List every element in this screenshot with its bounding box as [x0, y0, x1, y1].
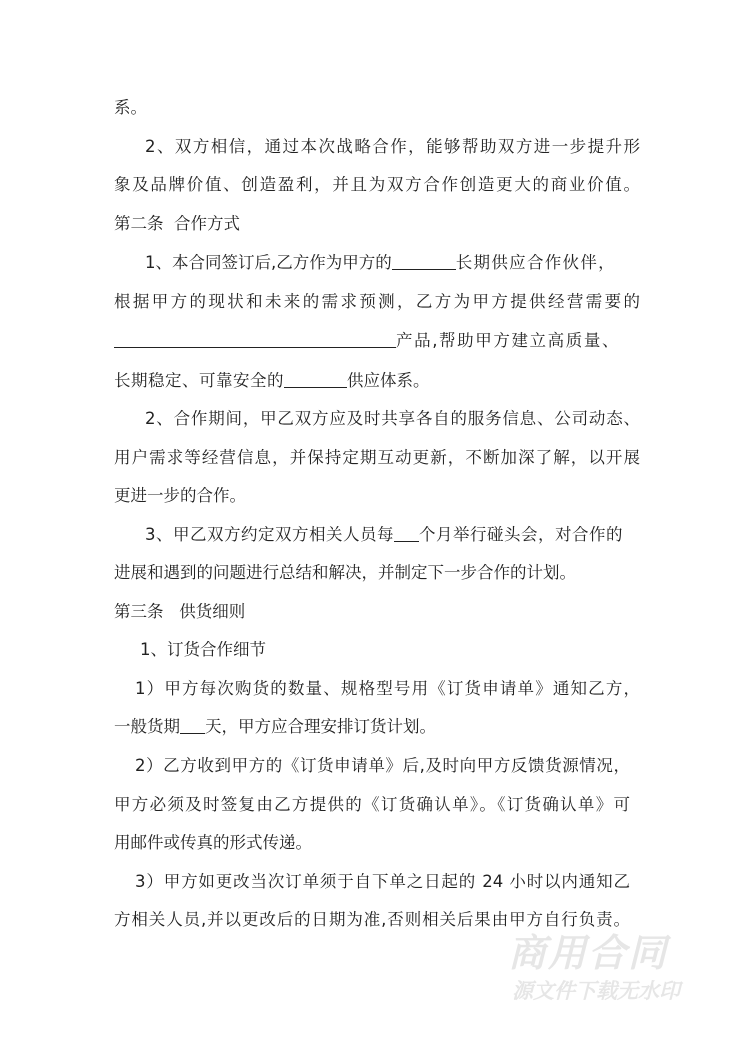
paragraph-line: 2、合作期间，甲乙双方应及时共享各自的服务信息、公司动态、	[145, 409, 640, 428]
paragraph-line: 3）甲方如更改当次订单须于自下单之日起的 24 小时以内通知乙	[135, 872, 630, 891]
paragraph-line	[114, 369, 640, 393]
fill-in-blank[interactable]	[180, 715, 205, 734]
fill-in-blank[interactable]	[284, 369, 347, 388]
paragraph-line	[145, 251, 640, 275]
fill-in-blank[interactable]	[114, 329, 396, 348]
paragraph-line: 用户需求等经营信息，并保持定期互动更新，不断加深了解，以开展	[114, 448, 640, 467]
paragraph-line: 象及品牌价值、创造盈利，并且为双方合作创造更大的商业价值。	[114, 175, 640, 194]
paragraph-line: 甲方必须及时签复由乙方提供的《订货确认单》。《订货确认单》可	[114, 795, 630, 814]
paragraph-line: 1）甲方每次购货的数量、规格型号用《订货申请单》通知乙方，	[135, 679, 640, 698]
paragraph-line	[145, 523, 640, 547]
paragraph-line	[114, 715, 640, 739]
fill-in-blank[interactable]	[392, 251, 456, 270]
text: 个月举行碰头会，对合作的	[419, 525, 623, 544]
paragraph-line: 系。	[114, 98, 147, 117]
text: 产品,帮助甲方建立高质量、	[396, 331, 621, 350]
fill-in-blank[interactable]	[394, 523, 419, 542]
text: 天，甲方应合理安排订货计划。	[205, 717, 436, 736]
text: 一般货期	[114, 717, 180, 736]
watermark-title: 商用合同	[508, 931, 669, 975]
paragraph-line	[114, 329, 640, 353]
paragraph-line: 更进一步的合作。	[114, 486, 246, 505]
section-heading: 1、订货合作细节	[140, 640, 266, 659]
article-2-heading: 第二条 合作方式	[114, 214, 240, 233]
paragraph-line: 2）乙方收到甲方的《订货申请单》后,及时向甲方反馈货源情况，	[135, 756, 630, 775]
text: 长期供应合作伙伴，	[455, 253, 616, 272]
paragraph-line: 进展和遇到的问题进行总结和解决，并制定下一步合作的计划。	[114, 563, 576, 582]
text: 1、本合同签订后,乙方作为甲方的	[145, 253, 392, 272]
paragraph-line: 根据甲方的现状和未来的需求预测，乙方为甲方提供经营需要的	[114, 292, 640, 311]
paragraph-line: 用邮件或传真的形式传递。	[114, 833, 312, 852]
text: 供应体系。	[347, 371, 430, 390]
paragraph-line: 2、双方相信，通过本次战略合作，能够帮助双方进一步提升形	[145, 137, 640, 156]
article-3-heading: 第三条 供货细则	[114, 602, 246, 621]
watermark-subtitle: 源文件下载无水印	[512, 979, 680, 1003]
paragraph-line: 方相关人员,并以更改后的日期为准,否则相关后果由甲方自行负责。	[114, 910, 630, 929]
text: 长期稳定、可靠安全的	[114, 371, 284, 390]
text: 3、甲乙双方约定双方相关人员每	[145, 525, 394, 544]
